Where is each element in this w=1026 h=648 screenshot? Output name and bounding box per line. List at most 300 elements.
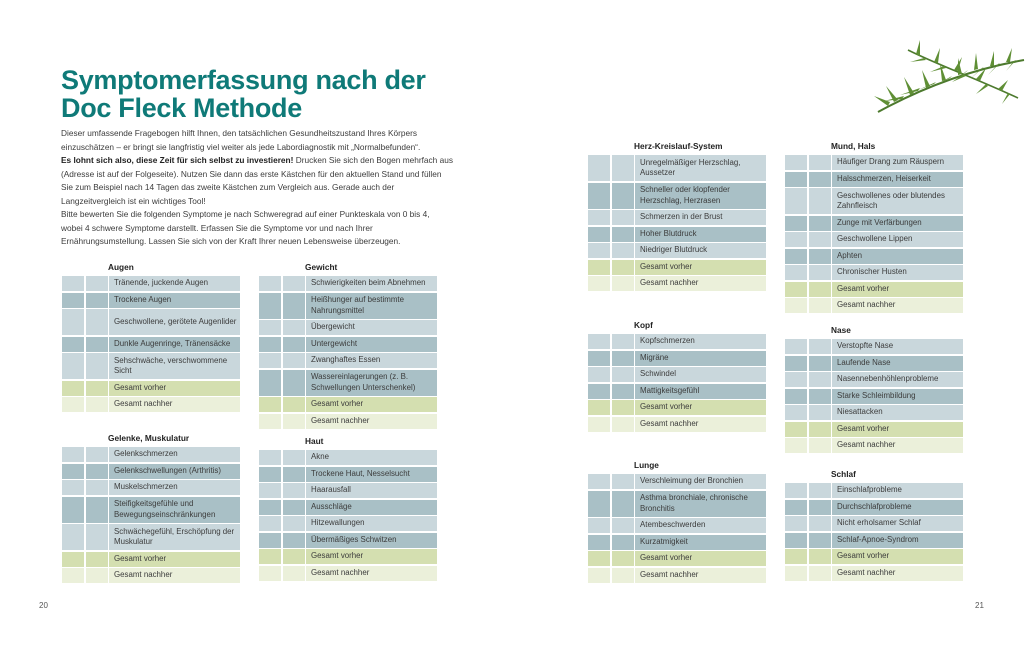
score-box-after[interactable] <box>612 155 634 181</box>
score-box-after[interactable] <box>809 249 831 264</box>
symptom-label: Gesamt nachher <box>832 438 963 453</box>
symptom-label: Ausschläge <box>306 500 437 515</box>
score-box-after[interactable] <box>809 372 831 387</box>
score-box-after[interactable] <box>612 210 634 225</box>
symptom-label: Migräne <box>635 351 766 366</box>
score-box-before[interactable] <box>785 155 807 170</box>
symptom-row <box>785 405 963 420</box>
score-box-before[interactable] <box>588 334 610 349</box>
score-box-after[interactable] <box>809 405 831 420</box>
symptom-row <box>785 516 963 531</box>
symptom-label: Trockene Augen <box>109 293 240 308</box>
symptom-label: Nicht erholsamer Schlaf <box>832 516 963 531</box>
symptom-label: Geschwollene, gerötete Augenlider <box>109 309 240 335</box>
score-box-after[interactable] <box>86 309 108 335</box>
score-box-before[interactable] <box>588 260 610 275</box>
score-box-before[interactable] <box>259 533 281 548</box>
score-box-before[interactable] <box>259 320 281 335</box>
score-box-after[interactable] <box>86 397 108 412</box>
symptom-row <box>62 309 240 335</box>
total-before-row <box>62 381 240 396</box>
block-title-schlaf: Schlaf <box>831 469 856 479</box>
symptom-label: Zunge mit Verfärbungen <box>832 216 963 231</box>
score-box-before[interactable] <box>259 370 281 396</box>
symptom-row <box>588 243 766 258</box>
score-box-after[interactable] <box>283 566 305 581</box>
score-box-before[interactable] <box>259 353 281 368</box>
score-box-before[interactable] <box>259 337 281 352</box>
score-box-before[interactable] <box>785 372 807 387</box>
symptom-row <box>588 474 766 489</box>
score-box-before[interactable] <box>588 417 610 432</box>
score-box-after[interactable] <box>283 276 305 291</box>
symptom-label: Gesamt vorher <box>832 282 963 297</box>
symptom-row <box>785 265 963 280</box>
score-box-after[interactable] <box>809 265 831 280</box>
total-after-row <box>588 417 766 432</box>
symptom-label: Laufende Nase <box>832 356 963 371</box>
symptom-label: Gesamt nachher <box>832 298 963 313</box>
score-box-after[interactable] <box>809 188 831 214</box>
total-before-row <box>62 552 240 567</box>
score-box-after[interactable] <box>86 568 108 583</box>
symptom-label: Gesamt vorher <box>109 552 240 567</box>
symptom-row <box>588 210 766 225</box>
symptom-row <box>62 497 240 523</box>
symptom-label: Tränende, juckende Augen <box>109 276 240 291</box>
score-box-after[interactable] <box>86 464 108 479</box>
symptom-label: Gesamt nachher <box>635 417 766 432</box>
symptom-row <box>588 351 766 366</box>
symptom-label: Gesamt nachher <box>306 414 437 429</box>
symptom-label: Gesamt nachher <box>832 566 963 581</box>
symptom-row <box>259 337 437 352</box>
symptom-row <box>785 172 963 187</box>
score-box-before[interactable] <box>62 293 84 308</box>
score-box-after[interactable] <box>612 367 634 382</box>
block-title-kopf: Kopf <box>634 320 653 330</box>
block-title-gelenke: Gelenke, Muskulatur <box>108 433 190 443</box>
score-box-before[interactable] <box>259 450 281 465</box>
total-after-row <box>785 566 963 581</box>
score-box-before[interactable] <box>785 438 807 453</box>
symptom-row <box>785 500 963 515</box>
page-title: Symptomerfassung nach der Doc Fleck Methode <box>61 65 426 123</box>
score-box-before[interactable] <box>785 232 807 247</box>
symptom-label: Unregelmäßiger Herzschlag, Aussetzer <box>635 155 766 181</box>
symptom-label: Gesamt nachher <box>306 566 437 581</box>
symptom-row <box>785 232 963 247</box>
score-box-after[interactable] <box>86 447 108 462</box>
symptom-label: Gesamt vorher <box>635 260 766 275</box>
score-box-after[interactable] <box>809 339 831 354</box>
score-box-after[interactable] <box>809 282 831 297</box>
score-box-before[interactable] <box>785 188 807 214</box>
total-before-row <box>259 549 437 564</box>
score-box-after[interactable] <box>283 353 305 368</box>
score-box-after[interactable] <box>612 227 634 242</box>
symptom-row <box>785 339 963 354</box>
symptom-label: Chronischer Husten <box>832 265 963 280</box>
score-box-after[interactable] <box>612 183 634 209</box>
score-box-before[interactable] <box>588 400 610 415</box>
score-box-before[interactable] <box>62 276 84 291</box>
score-box-after[interactable] <box>809 549 831 564</box>
symptom-row <box>588 491 766 517</box>
symptom-label: Untergewicht <box>306 337 437 352</box>
symptom-row <box>785 372 963 387</box>
symptom-label: Schwächegefühl, Erschöpfung der Muskulatur <box>109 524 240 550</box>
symptom-label: Gesamt vorher <box>832 549 963 564</box>
symptom-label: Übergewicht <box>306 320 437 335</box>
score-box-after[interactable] <box>283 337 305 352</box>
total-after-row <box>259 566 437 581</box>
symptom-row <box>259 483 437 498</box>
score-box-before[interactable] <box>259 467 281 482</box>
score-box-before[interactable] <box>785 422 807 437</box>
score-box-before[interactable] <box>62 309 84 335</box>
score-box-after[interactable] <box>612 243 634 258</box>
score-box-before[interactable] <box>62 464 84 479</box>
symptom-label: Gelenkschmerzen <box>109 447 240 462</box>
score-box-before[interactable] <box>785 298 807 313</box>
total-before-row <box>259 397 437 412</box>
score-box-before[interactable] <box>588 351 610 366</box>
score-box-before[interactable] <box>588 243 610 258</box>
score-box-before[interactable] <box>259 549 281 564</box>
symptom-label: Muskelschmerzen <box>109 480 240 495</box>
symptom-row <box>588 535 766 550</box>
symptom-row <box>62 293 240 308</box>
total-after-row <box>785 298 963 313</box>
total-after-row <box>62 568 240 583</box>
score-box-before[interactable] <box>62 381 84 396</box>
score-box-after[interactable] <box>612 351 634 366</box>
symptom-row <box>62 447 240 462</box>
score-box-before[interactable] <box>62 397 84 412</box>
symptom-label: Gesamt vorher <box>109 381 240 396</box>
intro-paragraph-2-rest: Drucken Sie sich den Bogen mehrfach aus (Adresse ist auf der Folgeseite). Nutzen Sie dann das erste Kästchen für den aktuellen Stand und füllen Sie zum Beispiel nach 14 Tagen das zweite Kästchen zum Vergleich aus. Gerade auch der Langzeitvergleich ist ein wichtiges Tool! <box>61 155 453 206</box>
symptom-label: Hitzewallungen <box>306 516 437 531</box>
score-box-after[interactable] <box>86 293 108 308</box>
score-box-after[interactable] <box>612 276 634 291</box>
symptom-label: Kopfschmerzen <box>635 334 766 349</box>
symptom-label: Geschwollene Lippen <box>832 232 963 247</box>
symptom-label: Asthma bronchiale, chronische Bronchitis <box>635 491 766 517</box>
score-box-before[interactable] <box>785 516 807 531</box>
symptom-row <box>259 516 437 531</box>
score-box-before[interactable] <box>588 474 610 489</box>
symptom-row <box>588 227 766 242</box>
symptom-row <box>588 367 766 382</box>
score-box-after[interactable] <box>86 552 108 567</box>
total-before-row <box>785 282 963 297</box>
score-box-after[interactable] <box>809 216 831 231</box>
score-box-after[interactable] <box>86 381 108 396</box>
score-box-before[interactable] <box>62 524 84 550</box>
score-box-after[interactable] <box>283 549 305 564</box>
symptom-label: Geschwollenes oder blutendes Zahnfleisch <box>832 188 963 214</box>
score-box-before[interactable] <box>785 172 807 187</box>
score-box-after[interactable] <box>86 480 108 495</box>
symptom-row <box>259 450 437 465</box>
score-box-before[interactable] <box>785 483 807 498</box>
symptom-row <box>62 464 240 479</box>
score-box-before[interactable] <box>259 483 281 498</box>
total-before-row <box>588 260 766 275</box>
score-box-after[interactable] <box>809 389 831 404</box>
symptom-label: Schwierigkeiten beim Abnehmen <box>306 276 437 291</box>
symptom-label: Dunkle Augenringe, Tränensäcke <box>109 337 240 352</box>
score-box-after[interactable] <box>612 568 634 583</box>
symptom-row <box>785 155 963 170</box>
symptom-row <box>259 467 437 482</box>
symptom-label: Gelenkschwellungen (Arthritis) <box>109 464 240 479</box>
symptom-row <box>259 500 437 515</box>
total-before-row <box>588 551 766 566</box>
symptom-row <box>259 320 437 335</box>
symptom-label: Zwanghaftes Essen <box>306 353 437 368</box>
score-box-after[interactable] <box>283 414 305 429</box>
symptom-label: Starke Schleimbildung <box>832 389 963 404</box>
score-box-before[interactable] <box>785 405 807 420</box>
score-box-before[interactable] <box>588 518 610 533</box>
symptom-label: Gesamt vorher <box>306 397 437 412</box>
score-box-before[interactable] <box>785 389 807 404</box>
score-box-after[interactable] <box>86 524 108 550</box>
score-box-after[interactable] <box>86 353 108 379</box>
block-title-mund: Mund, Hals <box>831 141 876 151</box>
score-box-after[interactable] <box>809 155 831 170</box>
intro-emphasis: Es lohnt sich also, diese Zeit für sich selbst zu investieren! <box>61 155 294 165</box>
symptom-label: Durchschlafprobleme <box>832 500 963 515</box>
symptom-label: Einschlafprobleme <box>832 483 963 498</box>
score-box-after[interactable] <box>809 566 831 581</box>
score-box-after[interactable] <box>283 516 305 531</box>
symptom-label: Gesamt vorher <box>635 400 766 415</box>
score-box-before[interactable] <box>259 276 281 291</box>
symptom-label: Schlaf-Apnoe-Syndrom <box>832 533 963 548</box>
score-box-before[interactable] <box>785 356 807 371</box>
score-box-after[interactable] <box>809 516 831 531</box>
block-title-haut: Haut <box>305 436 324 446</box>
score-box-before[interactable] <box>588 210 610 225</box>
symptom-label: Akne <box>306 450 437 465</box>
score-box-before[interactable] <box>259 293 281 319</box>
score-box-after[interactable] <box>283 370 305 396</box>
symptom-label: Nasennebenhöhlenprobleme <box>832 372 963 387</box>
score-box-after[interactable] <box>612 474 634 489</box>
symptom-label: Gesamt vorher <box>832 422 963 437</box>
score-box-after[interactable] <box>809 533 831 548</box>
symptom-row <box>785 249 963 264</box>
score-box-before[interactable] <box>588 227 610 242</box>
total-after-row <box>588 568 766 583</box>
symptom-label: Schmerzen in der Brust <box>635 210 766 225</box>
score-box-after[interactable] <box>86 276 108 291</box>
symptom-row <box>62 276 240 291</box>
score-box-before[interactable] <box>62 552 84 567</box>
score-box-after[interactable] <box>809 422 831 437</box>
score-box-after[interactable] <box>283 293 305 319</box>
score-box-before[interactable] <box>259 414 281 429</box>
symptom-label: Verschleimung der Bronchien <box>635 474 766 489</box>
score-box-before[interactable] <box>588 384 610 399</box>
symptom-row <box>259 370 437 396</box>
score-box-before[interactable] <box>62 447 84 462</box>
symptom-label: Halsschmerzen, Heiserkeit <box>832 172 963 187</box>
score-box-after[interactable] <box>283 500 305 515</box>
total-after-row <box>259 414 437 429</box>
score-box-before[interactable] <box>588 276 610 291</box>
score-box-before[interactable] <box>62 337 84 352</box>
score-box-after[interactable] <box>283 450 305 465</box>
symptom-label: Gesamt nachher <box>109 397 240 412</box>
score-box-after[interactable] <box>283 533 305 548</box>
score-box-after[interactable] <box>612 491 634 517</box>
symptom-label: Gesamt nachher <box>635 276 766 291</box>
score-box-after[interactable] <box>809 298 831 313</box>
symptom-row <box>259 533 437 548</box>
score-box-before[interactable] <box>785 500 807 515</box>
block-title-nase: Nase <box>831 325 851 335</box>
block-title-lunge: Lunge <box>634 460 659 470</box>
symptom-row <box>259 276 437 291</box>
block-title-gewicht: Gewicht <box>305 262 338 272</box>
total-after-row <box>62 397 240 412</box>
symptom-label: Aphten <box>832 249 963 264</box>
score-box-before[interactable] <box>588 367 610 382</box>
total-before-row <box>785 549 963 564</box>
symptom-label: Niedriger Blutdruck <box>635 243 766 258</box>
symptom-label: Schneller oder klopfender Herzschlag, Herzrasen <box>635 183 766 209</box>
score-box-after[interactable] <box>283 467 305 482</box>
symptom-label: Gesamt nachher <box>635 568 766 583</box>
score-box-before[interactable] <box>785 265 807 280</box>
score-box-after[interactable] <box>809 232 831 247</box>
score-box-after[interactable] <box>283 483 305 498</box>
symptom-row <box>785 389 963 404</box>
score-box-before[interactable] <box>785 533 807 548</box>
symptom-label: Heißhunger auf bestimmte Nahrungsmittel <box>306 293 437 319</box>
score-box-after[interactable] <box>612 417 634 432</box>
symptom-row <box>785 483 963 498</box>
symptom-label: Atembeschwerden <box>635 518 766 533</box>
score-box-after[interactable] <box>283 320 305 335</box>
score-box-before[interactable] <box>785 282 807 297</box>
symptom-row <box>785 356 963 371</box>
score-box-before[interactable] <box>588 551 610 566</box>
symptom-row <box>62 524 240 550</box>
symptom-label: Gesamt nachher <box>109 568 240 583</box>
symptom-label: Verstopfte Nase <box>832 339 963 354</box>
symptom-label: Gesamt vorher <box>306 549 437 564</box>
symptom-row <box>588 384 766 399</box>
symptom-row <box>62 337 240 352</box>
score-box-before[interactable] <box>588 155 610 181</box>
symptom-label: Haarausfall <box>306 483 437 498</box>
symptom-row <box>785 188 963 214</box>
score-box-before[interactable] <box>62 568 84 583</box>
block-title-herz: Herz-Kreislauf-System <box>634 141 723 151</box>
score-box-before[interactable] <box>588 491 610 517</box>
score-box-before[interactable] <box>259 516 281 531</box>
symptom-row <box>588 518 766 533</box>
score-box-before[interactable] <box>259 500 281 515</box>
symptom-label: Trockene Haut, Nesselsucht <box>306 467 437 482</box>
symptom-row <box>785 533 963 548</box>
symptom-label: Übermäßiges Schwitzen <box>306 533 437 548</box>
score-box-after[interactable] <box>86 497 108 523</box>
score-box-after[interactable] <box>809 356 831 371</box>
page-number-left: 20 <box>39 601 48 610</box>
score-box-before[interactable] <box>259 566 281 581</box>
total-after-row <box>785 438 963 453</box>
symptom-row <box>62 480 240 495</box>
score-box-after[interactable] <box>809 438 831 453</box>
rosemary-sprig-icon <box>868 20 1026 132</box>
score-box-before[interactable] <box>785 566 807 581</box>
score-box-after[interactable] <box>809 172 831 187</box>
symptom-row <box>62 353 240 379</box>
score-box-before[interactable] <box>588 535 610 550</box>
total-before-row <box>785 422 963 437</box>
symptom-label: Häufiger Drang zum Räuspern <box>832 155 963 170</box>
intro-text <box>61 127 453 249</box>
score-box-after[interactable] <box>86 337 108 352</box>
symptom-label: Steifigkeitsgefühle und Bewegungseinschränkungen <box>109 497 240 523</box>
total-after-row <box>588 276 766 291</box>
intro-paragraph-2 <box>61 154 453 208</box>
score-box-before[interactable] <box>62 497 84 523</box>
score-box-before[interactable] <box>785 339 807 354</box>
score-box-before[interactable] <box>785 249 807 264</box>
symptom-label: Schwindel <box>635 367 766 382</box>
score-box-before[interactable] <box>62 480 84 495</box>
score-box-after[interactable] <box>612 518 634 533</box>
intro-paragraph-3: Bitte bewerten Sie die folgenden Symptome je nach Schweregrad auf einer Punkteskala von 0 bis 4, wobei 4 schwere Symptome darstellt. Erfassen Sie die Symptome vor und nach Ihrer Ernährungsumstellung. Lassen Sie sich von der Kraft Ihrer neuen Lebensweise überzeugen. <box>61 209 430 246</box>
score-box-after[interactable] <box>612 400 634 415</box>
score-box-before[interactable] <box>785 549 807 564</box>
symptom-label: Gesamt vorher <box>635 551 766 566</box>
symptom-row <box>259 353 437 368</box>
score-box-after[interactable] <box>612 334 634 349</box>
score-box-before[interactable] <box>588 568 610 583</box>
symptom-row <box>785 216 963 231</box>
symptom-row <box>588 334 766 349</box>
score-box-before[interactable] <box>62 353 84 379</box>
block-title-augen: Augen <box>108 262 134 272</box>
symptom-label: Sehschwäche, verschwommene Sicht <box>109 353 240 379</box>
score-box-before[interactable] <box>259 397 281 412</box>
symptom-row <box>259 293 437 319</box>
score-box-before[interactable] <box>785 216 807 231</box>
score-box-after[interactable] <box>809 483 831 498</box>
score-box-after[interactable] <box>612 551 634 566</box>
symptom-label: Niesattacken <box>832 405 963 420</box>
score-box-after[interactable] <box>612 384 634 399</box>
score-box-after[interactable] <box>283 397 305 412</box>
score-box-after[interactable] <box>612 260 634 275</box>
score-box-after[interactable] <box>809 500 831 515</box>
score-box-before[interactable] <box>588 183 610 209</box>
symptom-row <box>588 155 766 181</box>
symptom-label: Kurzatmigkeit <box>635 535 766 550</box>
page-number-right: 21 <box>975 601 984 610</box>
score-box-after[interactable] <box>612 535 634 550</box>
symptom-label: Wassereinlagerungen (z. B. Schwellungen Unterschenkel) <box>306 370 437 396</box>
symptom-label: Hoher Blutdruck <box>635 227 766 242</box>
